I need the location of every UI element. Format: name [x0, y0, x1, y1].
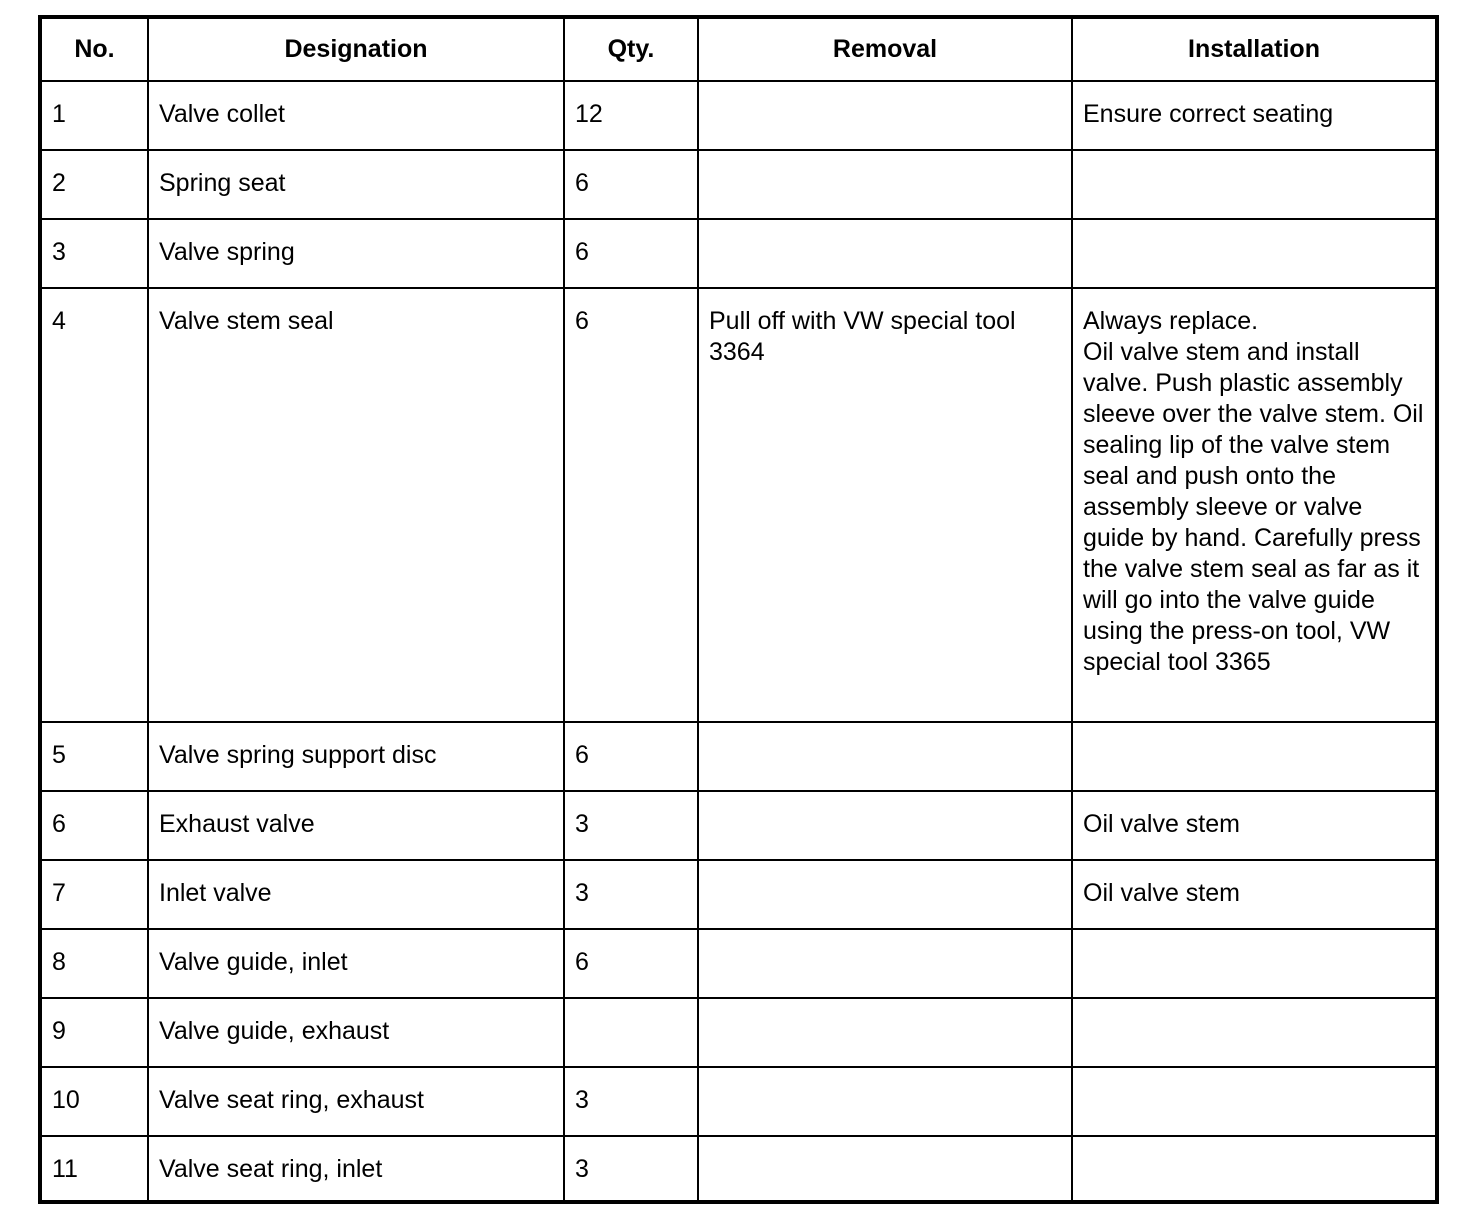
- header-designation: Designation: [148, 19, 564, 81]
- cell-designation: Valve guide, exhaust: [148, 998, 564, 1067]
- cell-qty: 6: [564, 219, 698, 288]
- header-removal: Removal: [698, 19, 1072, 81]
- cell-no: 2: [42, 150, 148, 219]
- cell-qty: 3: [564, 1136, 698, 1204]
- table-row: [42, 722, 1435, 791]
- cell-qty: 6: [564, 288, 698, 722]
- cell-designation: Valve spring support disc: [148, 722, 564, 791]
- cell-designation: Exhaust valve: [148, 791, 564, 860]
- table-header-row: [42, 19, 1435, 81]
- cell-installation: [1072, 219, 1435, 288]
- cell-removal: [698, 81, 1072, 150]
- cell-removal: [698, 929, 1072, 998]
- cell-no: 10: [42, 1067, 148, 1136]
- cell-no: 9: [42, 998, 148, 1067]
- cell-no: 8: [42, 929, 148, 998]
- cell-no: 11: [42, 1136, 148, 1204]
- cell-designation: Inlet valve: [148, 860, 564, 929]
- cell-installation: [1072, 150, 1435, 219]
- header-installation: Installation: [1072, 19, 1435, 81]
- cell-installation: [1072, 998, 1435, 1067]
- header-no: No.: [42, 19, 148, 81]
- cell-removal: [698, 1136, 1072, 1204]
- cell-removal: [698, 791, 1072, 860]
- cell-installation: Ensure correct seating: [1072, 81, 1435, 150]
- cell-no: 1: [42, 81, 148, 150]
- cell-qty: [564, 998, 698, 1067]
- cell-installation: Always replace. Oil valve stem and install valve. Push plastic assembly sleeve over the valve stem. Oil sealing lip of the valve stem seal and push onto the assembly sleeve or valve guide by hand. Carefully press the valve stem seal as far as it will go into the valve guide using the press-on tool, VW special tool 3365: [1072, 288, 1435, 722]
- cell-installation: [1072, 1067, 1435, 1136]
- cell-removal: Pull off with VW special tool 3364: [698, 288, 1072, 722]
- table-row: [42, 791, 1435, 860]
- cell-no: 6: [42, 791, 148, 860]
- parts-table-frame: [38, 15, 1439, 1204]
- header-qty: Qty.: [564, 19, 698, 81]
- cell-qty: 3: [564, 791, 698, 860]
- cell-removal: [698, 150, 1072, 219]
- cell-qty: 6: [564, 722, 698, 791]
- table-row: [42, 1067, 1435, 1136]
- table-row: [42, 1136, 1435, 1204]
- cell-no: 7: [42, 860, 148, 929]
- cell-installation: [1072, 929, 1435, 998]
- cell-qty: 12: [564, 81, 698, 150]
- cell-qty: 3: [564, 860, 698, 929]
- cell-no: 4: [42, 288, 148, 722]
- cell-designation: Valve collet: [148, 81, 564, 150]
- table-row: [42, 929, 1435, 998]
- table-row: [42, 860, 1435, 929]
- table-row: [42, 288, 1435, 722]
- parts-table: [42, 19, 1435, 1204]
- cell-designation: Valve spring: [148, 219, 564, 288]
- table-row: [42, 150, 1435, 219]
- table-row: [42, 998, 1435, 1067]
- cell-designation: Valve seat ring, inlet: [148, 1136, 564, 1204]
- cell-qty: 6: [564, 929, 698, 998]
- cell-designation: Valve stem seal: [148, 288, 564, 722]
- cell-qty: 3: [564, 1067, 698, 1136]
- cell-installation: Oil valve stem: [1072, 791, 1435, 860]
- cell-removal: [698, 1067, 1072, 1136]
- cell-no: 5: [42, 722, 148, 791]
- cell-removal: [698, 722, 1072, 791]
- cell-installation: Oil valve stem: [1072, 860, 1435, 929]
- cell-installation: [1072, 722, 1435, 791]
- cell-removal: [698, 998, 1072, 1067]
- cell-designation: Valve guide, inlet: [148, 929, 564, 998]
- cell-qty: 6: [564, 150, 698, 219]
- cell-removal: [698, 860, 1072, 929]
- cell-designation: Valve seat ring, exhaust: [148, 1067, 564, 1136]
- cell-installation: [1072, 1136, 1435, 1204]
- cell-removal: [698, 219, 1072, 288]
- cell-designation: Spring seat: [148, 150, 564, 219]
- table-row: [42, 219, 1435, 288]
- cell-no: 3: [42, 219, 148, 288]
- table-row: [42, 81, 1435, 150]
